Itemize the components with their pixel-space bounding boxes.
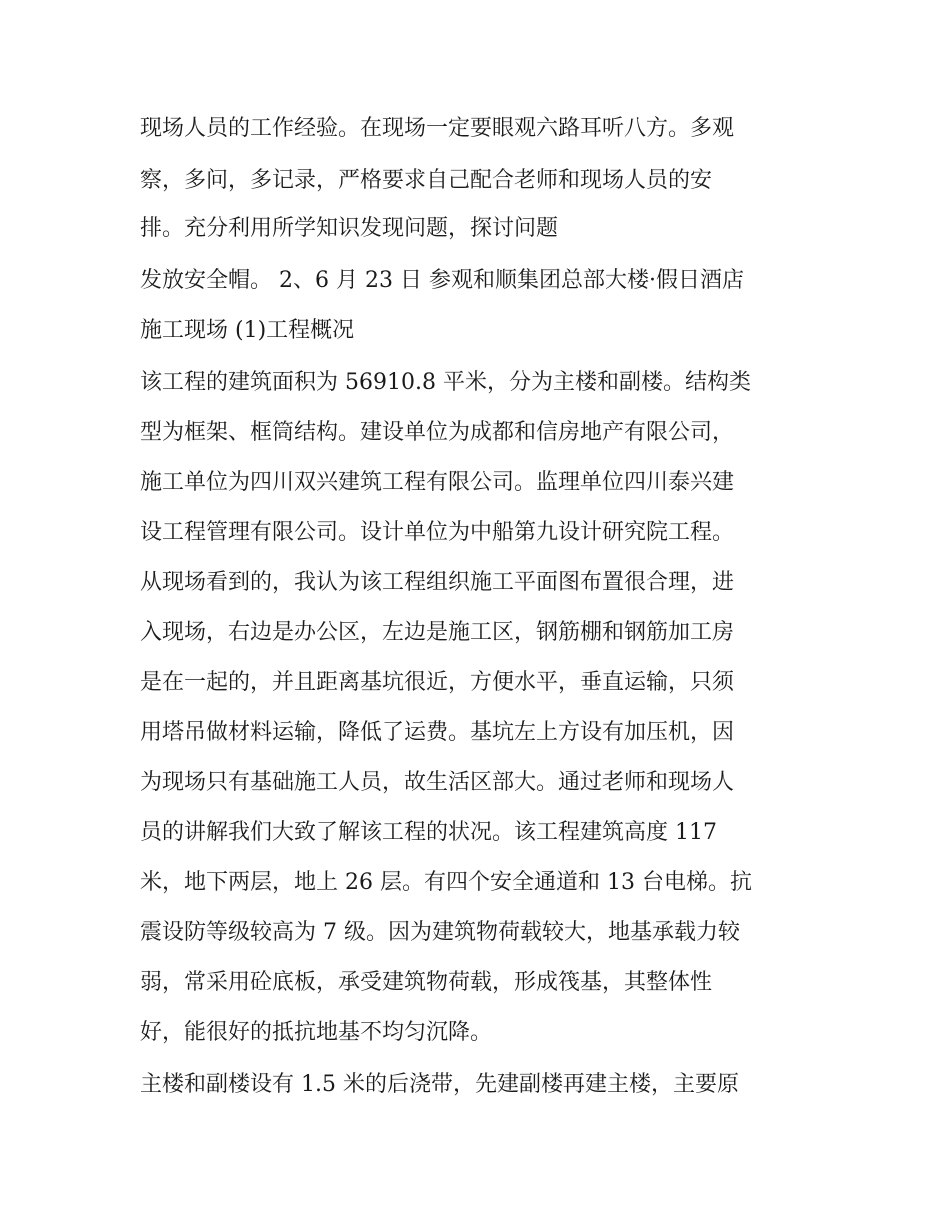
text-line: 发放安全帽。 2、6 月 23 日 参观和顺集团总部大楼·假日酒店 — [140, 268, 744, 293]
text-line: 施工现场 (1)工程概况 — [140, 318, 355, 343]
text-line: 设工程管理有限公司。设计单位为中船第九设计研究院工程。 — [140, 520, 735, 545]
text-line: 入现场，右边是办公区，左边是施工区，钢筋棚和钢筋加工房 — [140, 620, 735, 645]
text-line: 主楼和副楼设有 1.5 米的后浇带，先建副楼再建主楼，主要原 — [140, 1072, 739, 1097]
text-line: 该工程的建筑面积为 56910.8 平米，分为主楼和副楼。结构类 — [140, 370, 751, 395]
text-line: 施工单位为四川双兴建筑工程有限公司。监理单位四川泰兴建 — [140, 470, 735, 495]
text-line: 察，多问，多记录，严格要求自己配合老师和现场人员的安 — [140, 168, 713, 193]
text-line: 员的讲解我们大致了解该工程的状况。该工程建筑高度 117 — [140, 820, 717, 845]
text-line: 现场人员的工作经验。在现场一定要眼观六路耳听八方。多观 — [140, 116, 735, 141]
text-line: 为现场只有基础施工人员，故生活区部大。通过老师和现场人 — [140, 770, 735, 795]
text-line: 排。充分利用所学知识发现问题，探讨问题 — [140, 216, 559, 241]
text-line: 型为框架、框筒结构。建设单位为成都和信房地产有限公司， — [140, 420, 735, 445]
text-line: 米，地下两层，地上 26 层。有四个安全通道和 13 台电梯。抗 — [140, 870, 752, 895]
text-line: 是在一起的，并且距离基坑很近，方便水平，垂直运输，只须 — [140, 670, 735, 695]
text-line: 震设防等级较高为 7 级。因为建筑物荷载较大，地基承载力较 — [140, 920, 740, 945]
text-line: 用塔吊做材料运输，降低了运费。基坑左上方设有加压机，因 — [140, 720, 735, 745]
text-line: 弱，常采用砼底板，承受建筑物荷载，形成筏基，其整体性 — [140, 970, 713, 995]
text-line: 从现场看到的，我认为该工程组织施工平面图布置很合理，进 — [140, 570, 735, 595]
text-line: 好，能很好的抵抗地基不均匀沉降。 — [140, 1020, 493, 1045]
